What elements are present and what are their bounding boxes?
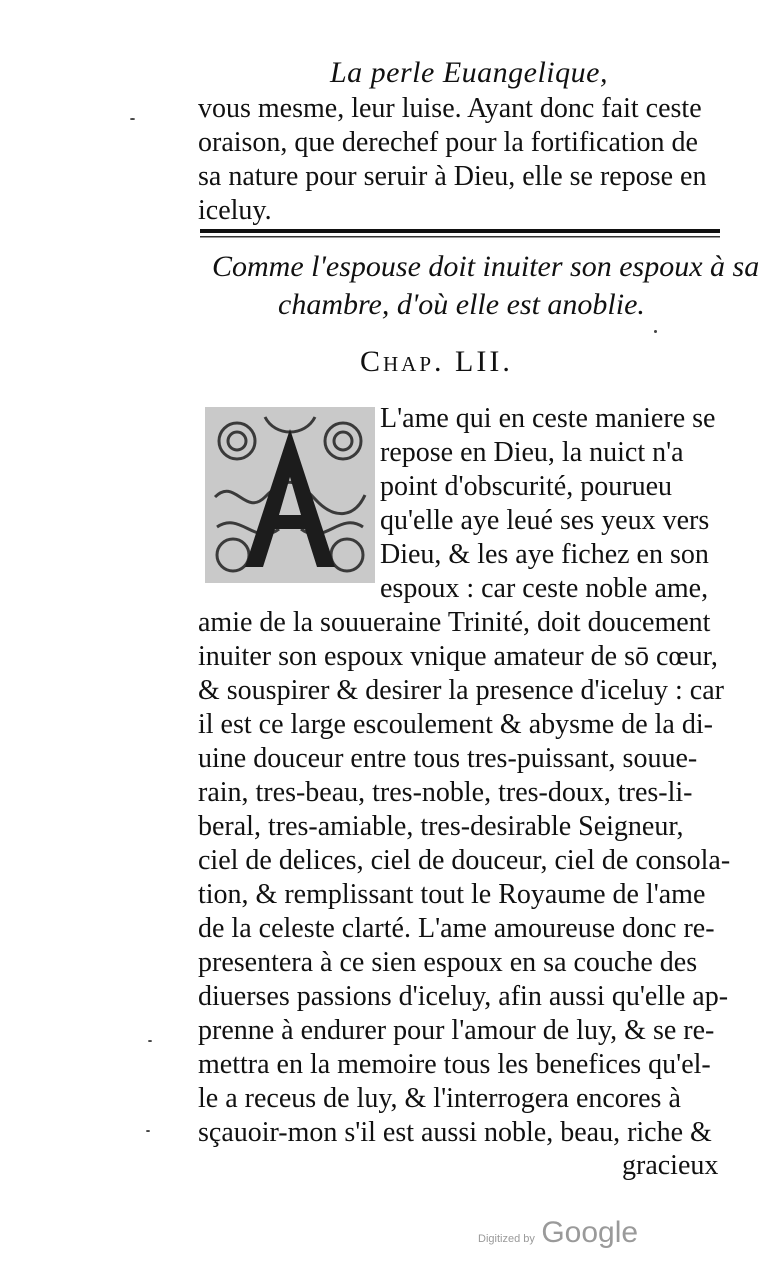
text-line: vous mesme, leur luise. Ayant donc fait ceste [198,93,702,124]
text-line: espoux : car ceste noble ame, [380,573,709,604]
text-line: presentera à ce sien espoux en sa couche des [198,947,698,978]
text-line: mettra en la memoire tous les benefices qu'el- [198,1049,711,1080]
digitized-watermark [478,1216,638,1250]
text-line: inuiter son espoux vnique amateur de sō cœur, [198,641,718,672]
text-line: beral, tres-amiable, tres-desirable Seigneur, [198,811,684,842]
watermark-prefix: Digitized by [478,1233,535,1245]
text-line: Dieu, & les aye fichez en son [380,539,709,570]
ink-speck [146,1130,150,1132]
text-line: oraison, que derechef pour la fortification de [198,127,698,158]
catchword: gracieux [622,1150,719,1181]
text-line: prenne à endurer pour l'amour de luy, & se re- [198,1015,715,1046]
google-logo: Google [541,1216,639,1249]
text-line: iceluy. [198,195,272,226]
text-line: il est ce large escoulement & abysme de la di- [198,709,713,740]
ink-speck [654,330,657,333]
ink-speck [148,1040,152,1042]
chapter-title-line: chambre, d'où elle est anoblie. [278,288,645,321]
text-line: de la celeste clarté. L'ame amoureuse donc re- [198,913,715,944]
text-line: & souspirer & desirer la presence d'iceluy : car [198,675,724,706]
text-line: point d'obscurité, pourueu [380,471,672,502]
running-head: La perle Euangelique, [330,56,608,89]
text-line: sçauoir-mon s'il est aussi noble, beau, riche & [198,1117,712,1148]
text-line: uine douceur entre tous tres-puissant, souue- [198,743,698,774]
text-line: rain, tres-beau, tres-noble, tres-doux, tres-li- [198,777,693,808]
chapter-number: Chap. LII. [360,345,513,378]
text-line: le a receus de luy, & l'interrogera encores à [198,1083,681,1114]
text-line: tion, & remplissant tout le Royaume de l'ame [198,879,706,910]
ink-speck [130,118,135,120]
text-line: sa nature pour seruir à Dieu, elle se repose en [198,161,707,192]
decorated-initial [205,407,375,583]
ornamental-rule [200,226,720,240]
chapter-title-line: Comme l'espouse doit inuiter son espoux à sa [212,250,760,283]
text-line: amie de la souueraine Trinité, doit doucement [198,607,711,638]
text-line: ciel de delices, ciel de douceur, ciel de consola- [198,845,731,876]
text-line: repose en Dieu, la nuict n'a [380,437,684,468]
text-line: diuerses passions d'iceluy, afin aussi qu'elle ap- [198,981,729,1012]
text-line: L'ame qui en ceste maniere se [380,403,716,434]
text-line: qu'elle aye leué ses yeux vers [380,505,710,536]
